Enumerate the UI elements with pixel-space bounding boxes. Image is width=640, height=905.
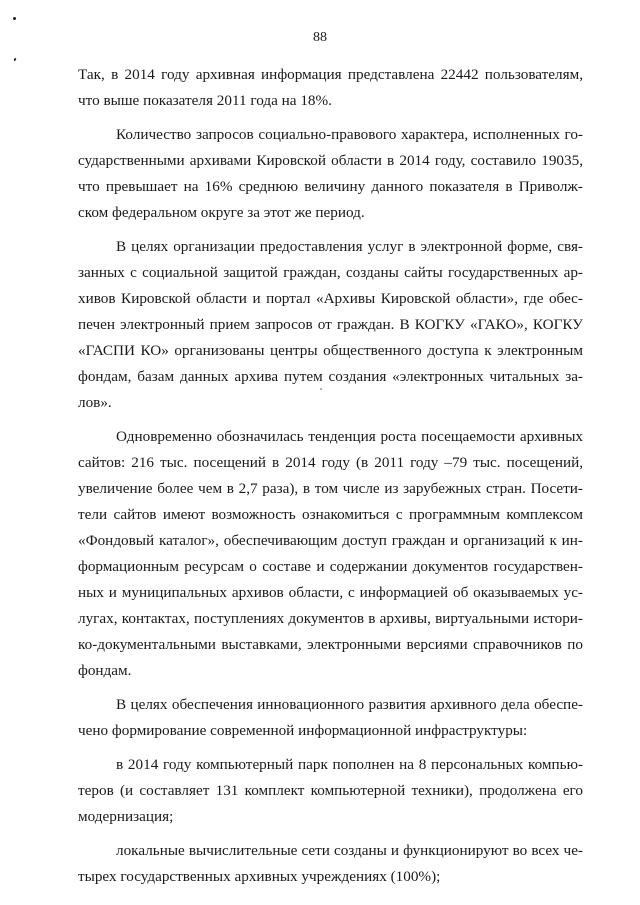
- paragraph-gap: [78, 830, 583, 838]
- text-line: фондам.: [78, 662, 132, 679]
- paragraph-gap: [78, 684, 583, 692]
- paragraph: [78, 122, 583, 226]
- text-line: что превышает на 16% среднюю величину данного показателя в Приволж-: [78, 178, 583, 195]
- text-line: сударственными архивами Кировской области в 2014 году, составило 19035,: [78, 152, 583, 169]
- paragraph-gap: [78, 416, 583, 424]
- text-line: чено формирование современной информационной инфраструктуры:: [78, 722, 528, 739]
- paragraph-gap: [78, 744, 583, 752]
- paragraph: [78, 234, 583, 416]
- text-line: теров (и составляет 131 комплект компьютерной техники), продолжена его: [78, 782, 583, 799]
- text-line: лугах, контактах, поступлениях документов в архивы, виртуальными истори-: [78, 610, 583, 627]
- paragraph: [78, 424, 583, 684]
- text-line: сайтов: 216 тыс. посещений в 2014 году (в 2011 году –79 тыс. посещений,: [78, 454, 583, 471]
- paragraph: [78, 752, 583, 830]
- text-line: в 2014 году компьютерный парк пополнен на 8 персональных компью-: [116, 756, 583, 773]
- text-line: Одновременно обозначилась тенденция роста посещаемости архивных: [116, 428, 583, 445]
- text-line: тырех государственных архивных учреждениях (100%);: [78, 868, 441, 885]
- text-line: «ГАСПИ КО» организованы центры общественного доступа к электронным: [78, 342, 583, 359]
- text-line: фондам, базам данных архива путем создания «электронных читальных за-: [78, 368, 583, 385]
- text-line: печен электронный прием запросов от граждан. В КОГКУ «ГАКО», КОГКУ: [78, 316, 583, 333]
- paragraph-gap: [78, 114, 583, 122]
- scan-speck: [13, 17, 16, 20]
- paragraph: [78, 838, 583, 890]
- paragraph-gap: [78, 226, 583, 234]
- text-line: хивов Кировской области и портал «Архивы Кировской области», где обес-: [78, 290, 583, 307]
- text-line: что выше показателя 2011 года на 18%.: [78, 92, 332, 109]
- text-line: увеличение более чем в 2,7 раза), в том числе из зарубежных стран. Посети-: [78, 480, 583, 497]
- text-line: ко-документальными выставками, электронными версиями справочников по: [78, 636, 583, 653]
- text-line: занных с социальной защитой граждан, созданы сайты государственных ар-: [78, 264, 583, 281]
- text-line: Так, в 2014 году архивная информация представлена 22442 пользователям,: [78, 66, 583, 83]
- text-line: локальные вычислительные сети созданы и функционируют во всех че-: [116, 842, 583, 859]
- text-line: В целях организации предоставления услуг в электронной форме, свя-: [116, 238, 583, 255]
- body-text: [78, 62, 583, 890]
- text-line: В целях обеспечения инновационного развития архивного дела обеспе-: [116, 696, 583, 713]
- paragraph: [78, 692, 583, 744]
- paragraph: [78, 62, 583, 114]
- text-line: ском федеральном округе за этот же период.: [78, 204, 365, 221]
- text-line: формационным ресурсам о составе и содержании документов государствен-: [78, 558, 583, 575]
- page-number: 88: [313, 30, 327, 45]
- scan-speck: [13, 58, 16, 62]
- text-line: «Фондовый каталог», обеспечивающим доступ граждан и организаций к ин-: [78, 532, 583, 549]
- text-line: тели сайтов имеют возможность ознакомиться с программным комплексом: [78, 506, 583, 523]
- text-line: модернизация;: [78, 808, 174, 825]
- text-line: ных и муниципальных архивов области, с информацией об оказываемых ус-: [78, 584, 583, 601]
- text-line: Количество запросов социально-правового характера, исполненных го-: [116, 126, 583, 143]
- text-line: лов».: [78, 394, 112, 411]
